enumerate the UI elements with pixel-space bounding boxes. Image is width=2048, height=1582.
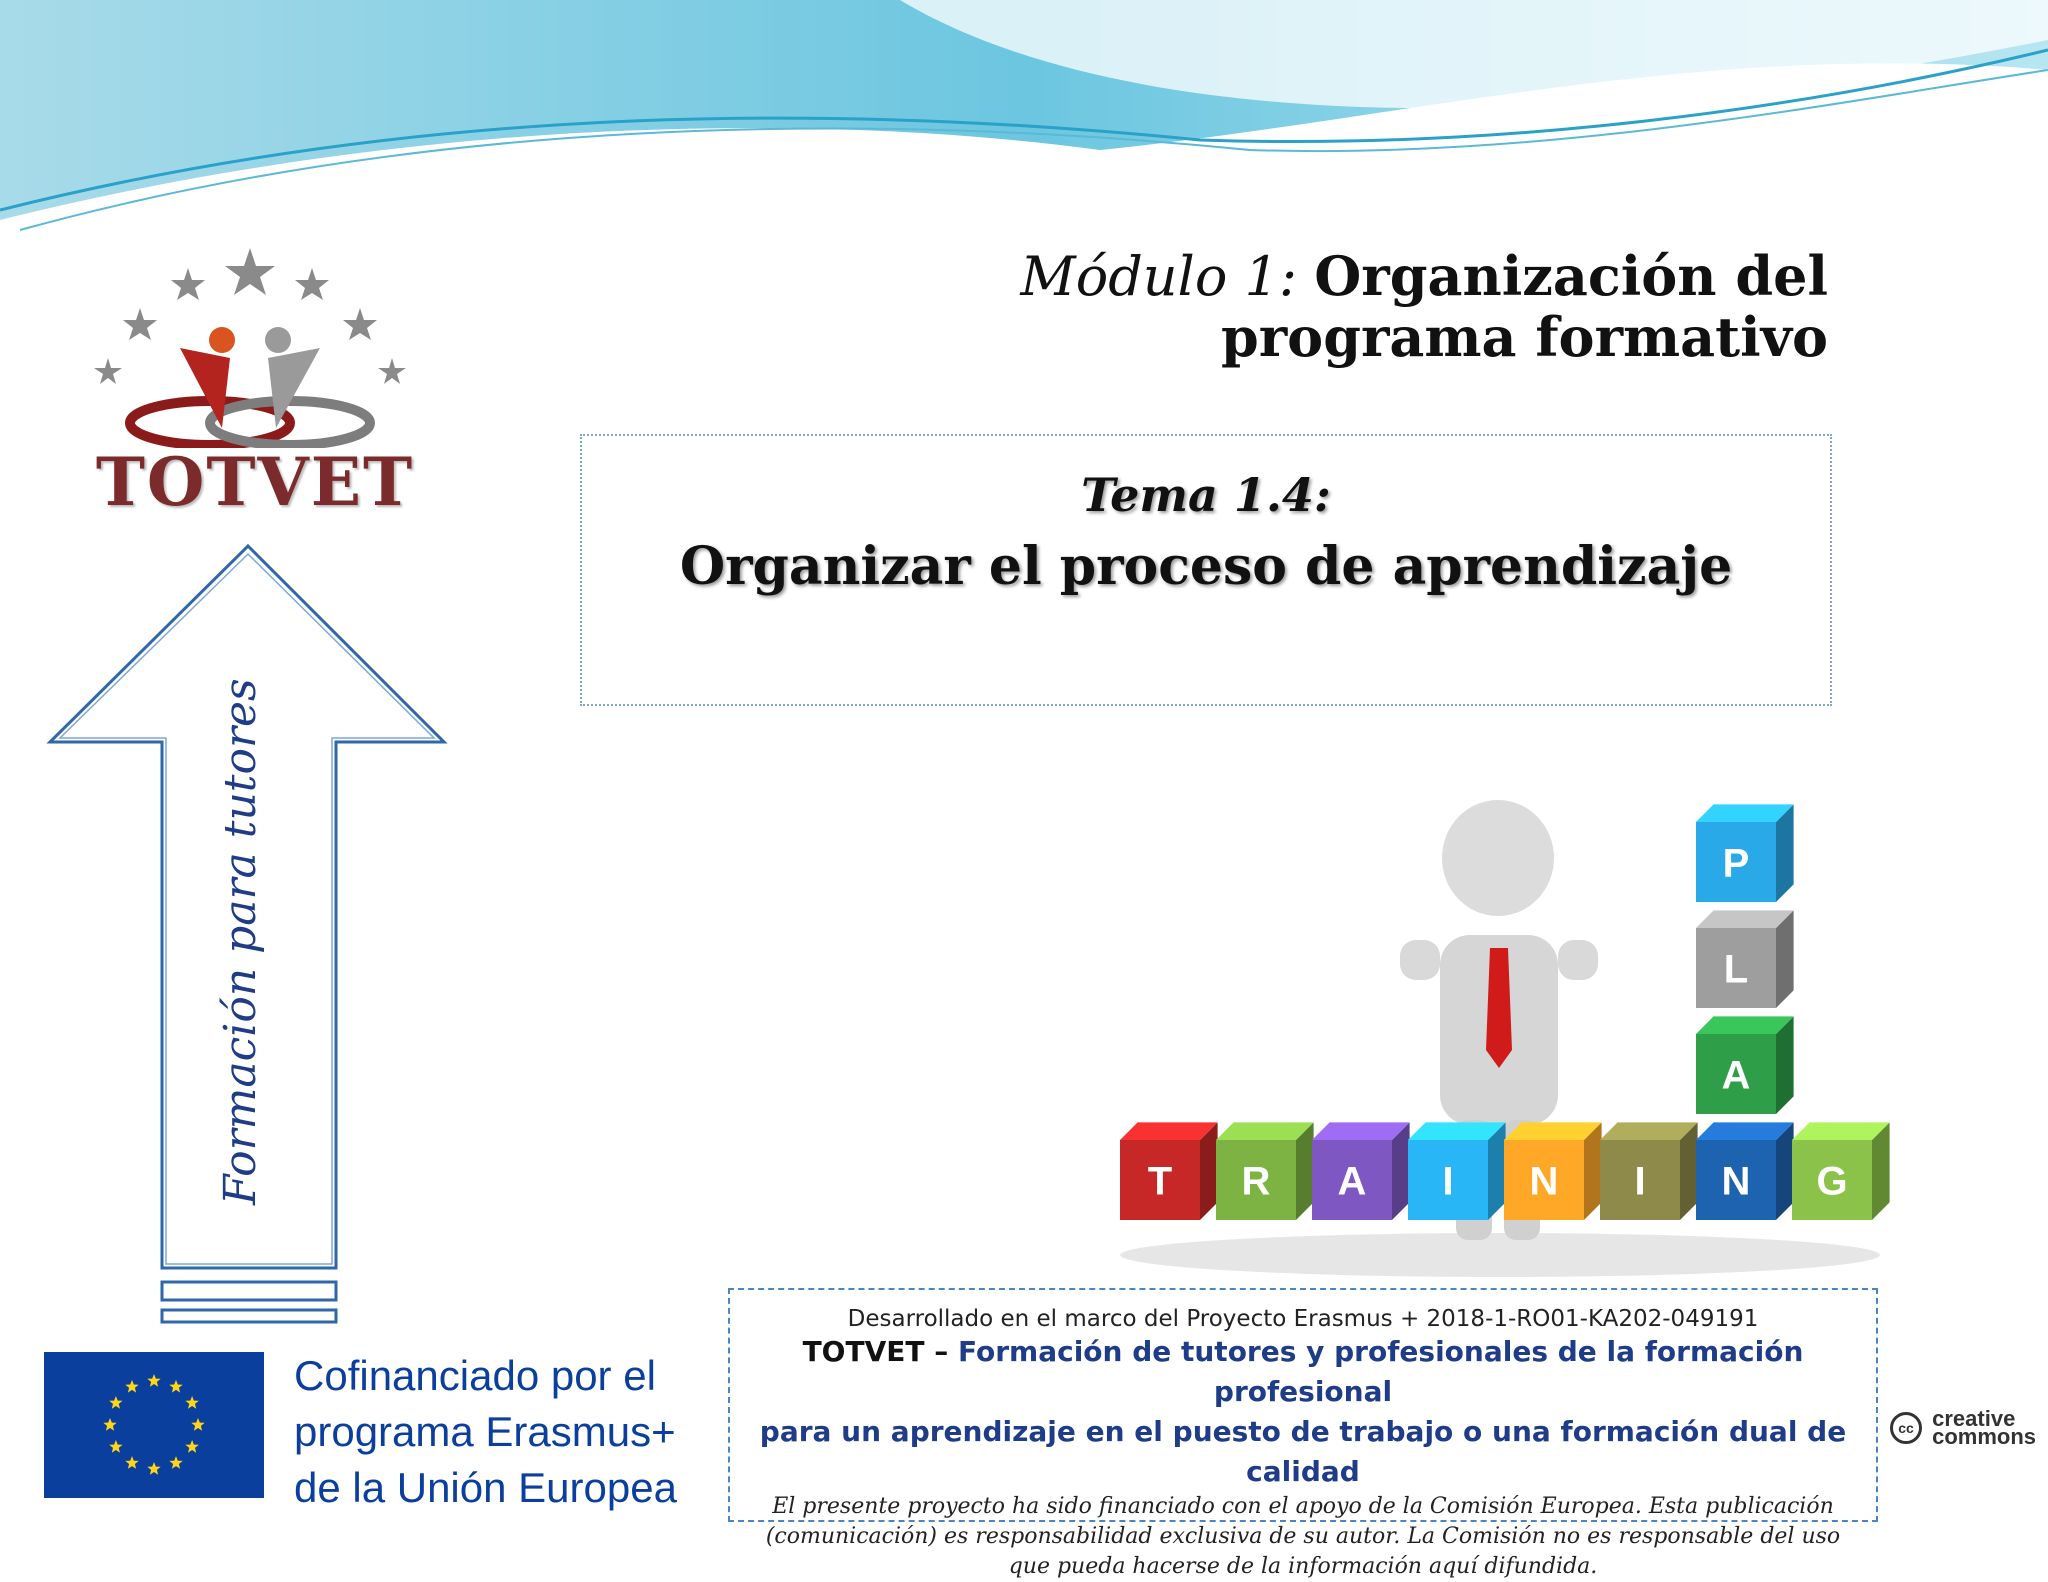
cube-letter: N [1721, 1159, 1751, 1204]
cube-g-7 [1792, 1122, 1890, 1220]
funding-line2: programa Erasmus+ [294, 1408, 676, 1455]
cube-p-v0 [1696, 804, 1794, 902]
cc-word1: creative [1932, 1406, 2016, 1431]
header-wave-decoration [0, 0, 2048, 240]
vertical-side-label: Formación para tutores [215, 678, 266, 1205]
cube-a-2 [1312, 1122, 1410, 1220]
cube-i-3 [1408, 1122, 1506, 1220]
training-cubes [1120, 1122, 1890, 1220]
stars-figures-icon [70, 238, 440, 448]
project-title-a: Formación de tutores y profesionales de la formación profesional [957, 1335, 1804, 1408]
cube-letter: T [1147, 1159, 1173, 1204]
project-code: Desarrollado en el marco del Proyecto Erasmus + 2018-1-RO01-KA202-049191 [847, 1306, 1759, 1332]
eu-star [169, 1380, 182, 1393]
cube-t-0 [1120, 1122, 1218, 1220]
disclaimer: El presente proyecto ha sido financiado con el apoyo de la Comisión Europea. Esta publicación (comunicación) es responsabilidad exclusiva de su autor. La Comisión no es responsable del uso que pueda hacerse de la información aquí difundida. [765, 1494, 1841, 1579]
funding-line1: Cofinanciado por el [294, 1352, 656, 1399]
eu-stars-icon [44, 1352, 264, 1498]
module-label: Módulo 1: [1020, 245, 1298, 308]
topic-label: Tema 1.4: [1081, 468, 1331, 522]
funding-line3: de la Unión Europea [294, 1464, 677, 1511]
cube-letter: I [1442, 1159, 1454, 1204]
logo-wordmark: TOTVET [95, 443, 415, 521]
eu-star [103, 1418, 116, 1431]
cube-letter: L [1723, 947, 1749, 992]
cube-letter: P [1722, 841, 1750, 886]
cube-n-6 [1696, 1122, 1794, 1220]
eu-star [125, 1456, 138, 1469]
cube-letter: I [1634, 1159, 1646, 1204]
topic-box [580, 434, 1832, 706]
module-title-line2: programa formativo [1220, 305, 1828, 369]
cube-letter: N [1529, 1159, 1559, 1204]
eu-star [147, 1462, 160, 1475]
plan-cubes [1696, 804, 1794, 1114]
cube-i-5 [1600, 1122, 1698, 1220]
eu-star [125, 1380, 138, 1393]
project-info-box [728, 1288, 1878, 1579]
cube-letter: G [1816, 1159, 1848, 1204]
project-title-line2: para un aprendizaje en el puesto de trabajo o una formación dual de calidad [759, 1415, 1847, 1488]
totvet-logo [70, 238, 440, 528]
eu-star [185, 1396, 198, 1409]
module-title-line1: Organización del [1314, 244, 1828, 308]
eu-flag [44, 1352, 264, 1498]
cc-icon: cc [1890, 1412, 1922, 1444]
eu-star [109, 1396, 122, 1409]
cube-r-1 [1216, 1122, 1314, 1220]
cube-letter: R [1241, 1159, 1271, 1204]
creative-commons-badge [1890, 1406, 2037, 1449]
eu-star [169, 1456, 182, 1469]
training-plan-illustration [1080, 800, 1910, 1280]
cube-l-v1 [1696, 910, 1794, 1008]
module-title [1020, 246, 1828, 367]
cube-letter: A [1337, 1159, 1367, 1204]
project-acronym: TOTVET – [802, 1335, 949, 1368]
eu-star [147, 1374, 160, 1387]
project-title-line1 [730, 1332, 1876, 1412]
funding-text [294, 1348, 677, 1516]
eu-star [109, 1440, 122, 1453]
cc-word2: commons [1932, 1424, 2037, 1449]
cube-n-4 [1504, 1122, 1602, 1220]
eu-star [185, 1440, 198, 1453]
cube-a-v2 [1696, 1016, 1794, 1114]
topic-title: Organizar el proceso de aprendizaje [679, 536, 1733, 597]
cube-letter: A [1721, 1053, 1751, 1098]
eu-star [191, 1418, 204, 1431]
